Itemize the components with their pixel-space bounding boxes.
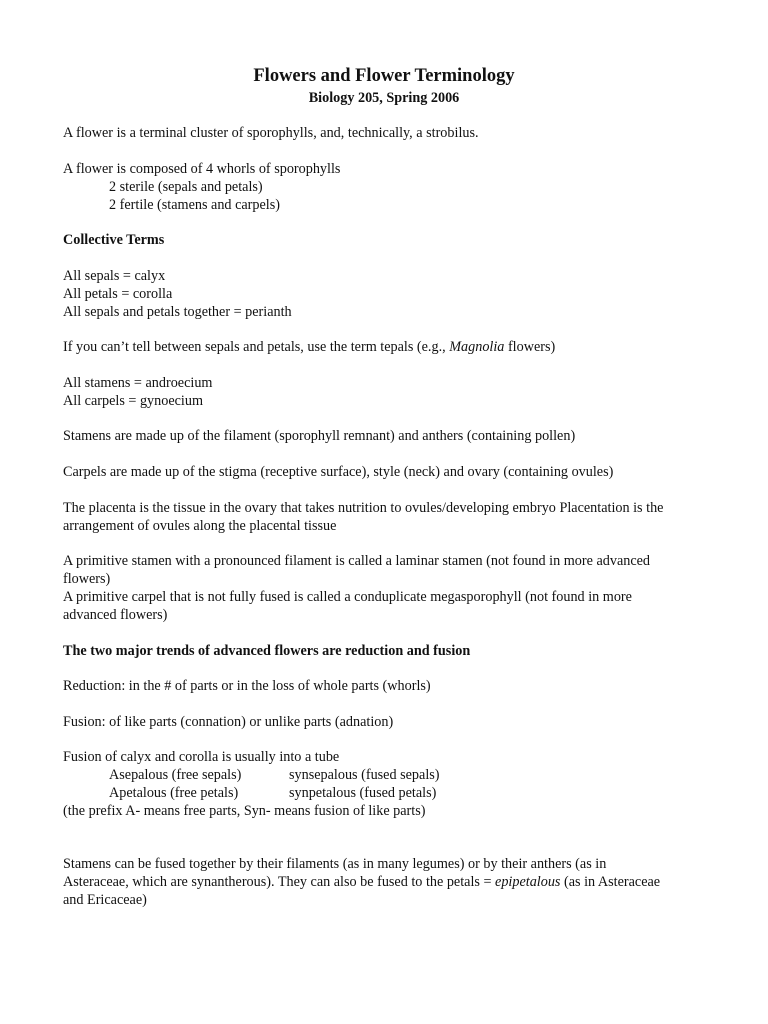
free-term: Apetalous (free petals): [109, 785, 239, 801]
tepals-text: If you can’t tell between sepals and petals, use the term tepals (e.g.,: [63, 339, 450, 355]
whorls-sterile: 2 sterile (sepals and petals): [109, 179, 263, 195]
prefix-note: (the prefix A- means free parts, Syn- means fusion of like parts): [63, 803, 426, 819]
tepals-paragraph: [63, 339, 555, 356]
primitive-line: flowers): [63, 571, 111, 587]
stamen-fusion-line: and Ericaceae): [63, 892, 147, 908]
stamen-fusion-line: Stamens can be fused together by their filaments (as in many legumes) or by their anthers (as in: [63, 856, 607, 872]
doc-subtitle: Biology 205, Spring 2006: [308, 90, 460, 106]
fused-term: synpetalous (fused petals): [289, 785, 437, 801]
carpels-paragraph: Carpels are made up of the stigma (receptive surface), style (neck) and ovary (containing ovules): [63, 464, 614, 480]
collective-line: All sepals and petals together = perianth: [63, 304, 292, 320]
reduction-paragraph: Reduction: in the # of parts or in the loss of whole parts (whorls): [63, 678, 431, 694]
primitive-line: A primitive carpel that is not fully fused is called a conduplicate megasporophyll (not found in more: [63, 589, 632, 605]
fused-term: synsepalous (fused sepals): [289, 767, 440, 783]
whorls-lead: A flower is composed of 4 whorls of sporophylls: [63, 161, 341, 177]
epipetalous-term: epipetalous: [495, 874, 561, 890]
fusion-tube-line: Fusion of calyx and corolla is usually into a tube: [63, 749, 340, 765]
stamen-fusion-text-end: (as in Asteraceae: [560, 874, 661, 890]
doc-title: Flowers and Flower Terminology: [253, 66, 515, 86]
trends-heading: The two major trends of advanced flowers are reduction and fusion: [63, 643, 471, 659]
collective-line: All petals = corolla: [63, 286, 173, 302]
fusion-table-row: [109, 785, 509, 802]
whorls-fertile: 2 fertile (stamens and carpels): [109, 197, 280, 213]
fusion-paragraph: Fusion: of like parts (connation) or unlike parts (adnation): [63, 714, 394, 730]
collective-terms-heading: Collective Terms: [63, 232, 165, 248]
free-term: Asepalous (free sepals): [109, 767, 242, 783]
primitive-line: advanced flowers): [63, 607, 168, 623]
primitive-line: A primitive stamen with a pronounced filament is called a laminar stamen (not found in more advanced: [63, 553, 651, 569]
collective-line: All sepals = calyx: [63, 268, 166, 284]
intro-paragraph: A flower is a terminal cluster of sporophylls, and, technically, a strobilus.: [63, 125, 479, 141]
tepals-text-end: flowers): [504, 339, 556, 355]
repro-line: All stamens = androecium: [63, 375, 213, 391]
fusion-table-row: [109, 767, 509, 784]
stamen-fusion-line: [63, 874, 660, 891]
stamen-fusion-text: Asteraceae, which are synantherous). They can also be fused to the petals =: [63, 874, 496, 890]
repro-line: All carpels = gynoecium: [63, 393, 203, 409]
stamens-paragraph: Stamens are made up of the filament (sporophyll remnant) and anthers (containing pollen): [63, 428, 576, 444]
tepals-genus: Magnolia: [449, 339, 505, 355]
placenta-line: The placenta is the tissue in the ovary that takes nutrition to ovules/developing embryo Placentation is the: [63, 500, 664, 516]
placenta-line: arrangement of ovules along the placental tissue: [63, 518, 337, 534]
